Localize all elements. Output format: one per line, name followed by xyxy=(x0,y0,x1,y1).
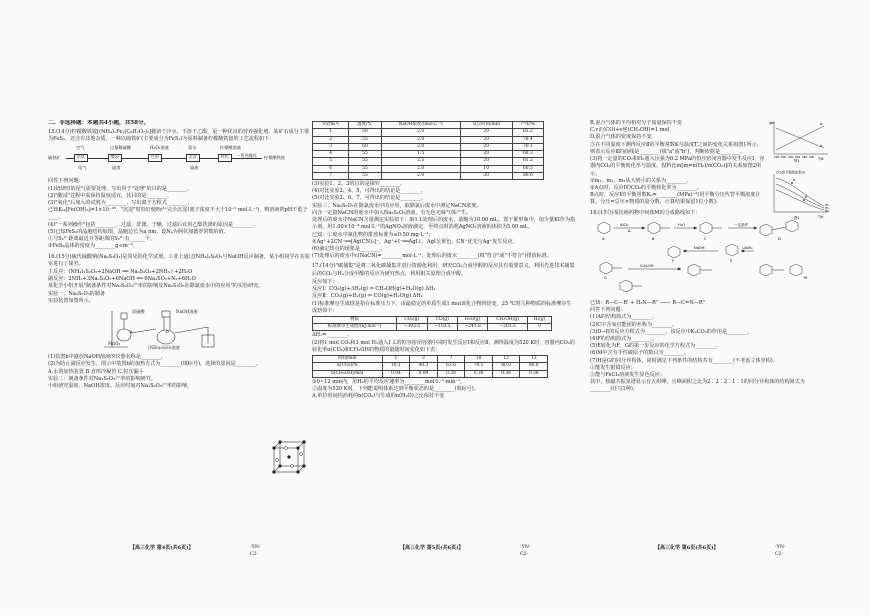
q17b-line-1: C.v正(CO)+v逆(CH₃OH)=1 mol xyxy=(590,127,670,134)
yield-table-cell-6-0: 7 xyxy=(313,172,349,179)
q18-line-2: (2)C中含氧官能团的名称为________。 xyxy=(590,321,678,328)
table-row xyxy=(313,172,544,179)
table-row xyxy=(313,136,544,143)
question-16-stem: 16.(15分)硫代硫酸钠(Na₂S₂O₃)是常见的化学试剂，工业上通过(NH₄)₂S₂O₃与NaOH反应制备，某小组同学在实验室进行了探究。 xyxy=(48,253,310,267)
fig1-label-b: b xyxy=(820,144,823,148)
q18-line-6: (6)M中含有手性碳原子的数目为________。 xyxy=(590,350,690,357)
q15-line-7: ①与S₂²⁻距离最近且等距离的S₂²⁻有______个。 xyxy=(48,236,156,243)
apparatus-label-b: NaOH溶液 xyxy=(176,309,198,315)
table-row xyxy=(313,151,544,158)
t1-line-0: (3)实验1、2、3的目的是探究________。 xyxy=(312,181,406,187)
reagent-alcl3: AlCl₃ xyxy=(620,222,629,227)
yield-table-cell-4-3: 20 xyxy=(460,158,512,165)
yield-table-cell-1-1: 55 xyxy=(349,136,381,143)
fig1-tick-0: 500 xyxy=(774,155,780,159)
fig2-point-a xyxy=(791,182,793,184)
enthalpy-table-cell-0-1: −393.5 xyxy=(397,324,427,331)
conversion-table-cell-0-4: 70.1 xyxy=(465,363,493,370)
table-row xyxy=(313,165,544,172)
yield-table-cell-0-3: 20 xyxy=(460,129,512,136)
yield-table-cell-3-4: 68.3 xyxy=(512,151,543,158)
fig1-tick-3: 560 xyxy=(795,155,801,159)
t1-line-9: (7)处理后的废水中c(NaCN)=________mol·L⁻¹，处理后的废水________(填"符合"或"不符合")排放标准。 xyxy=(312,253,552,260)
enthalpy-table xyxy=(312,316,552,332)
crystal-cell-diagram xyxy=(268,438,308,478)
fig2-title: CO₂的平衡转化率/% xyxy=(776,170,806,175)
footer-page-4 xyxy=(130,545,261,557)
table-row xyxy=(313,370,548,377)
yield-table-header-4: 产率/% xyxy=(512,122,543,129)
apparatus-label-a: 浓硫酸 xyxy=(132,309,145,315)
fig2-point-b xyxy=(803,199,805,201)
q17-mid-0: ΔH₁=________。 xyxy=(312,332,352,339)
footer-page-5 xyxy=(400,545,531,557)
enthalpy-table-header-1: CO₂(g) xyxy=(397,316,427,323)
q18-line-1: (1)A的结构简式为________。 xyxy=(590,314,657,321)
yield-table-cell-5-3: 10 xyxy=(460,165,512,172)
enthalpy-table-cell-0-5: 0 xyxy=(527,324,551,331)
conversion-table-header-5: 12 xyxy=(492,356,520,363)
apparatus-label-flask-b: b xyxy=(166,329,169,335)
enthalpy-table-header-row xyxy=(313,316,552,323)
q16-after-2: A.水浴加热装置 B.直形冷凝管 C.恒压漏斗 xyxy=(48,368,144,375)
footer-page-6 xyxy=(655,545,786,557)
yield-table-cell-1-4: 78.4 xyxy=(512,136,543,143)
t1-line-5: 处理后的废水中NaCN含量测定实验如下：取1 L处理后的废水，浓缩为10.00 mL，置于锥形瓶中，加少量KI作为指示剂，用1.00×10⁻⁴ mol·L⁻¹的AgNO₃溶液滴定，至终点时消耗AgNO₃溶液的体积为5.00 mL。 xyxy=(312,217,576,231)
fig1-tick-2: 540 xyxy=(788,155,794,159)
q17-line-3: (1)标准摩尔生成焓是指在标准压力下，由最稳定的单质生成1 mol该化合物的焓变，25 ℃时几种物质的标准摩尔生成焓如下： xyxy=(312,300,572,314)
question-15-stem: 15.(14分)柠檬酸铁铵[(NH₄)ₓFeᵧ(C₆H₅O₇)ₓ]微溶于冷水，不溶于乙醇，是一种优良的营养强化剂。某矿石成分主要为FeS₂，还含有其他杂质，一种以硫铁矿(主要成分为FeS₂)为原料制备柠檬酸铁铵的工艺流程如下： xyxy=(48,128,310,143)
t1-line-6: 已知：①废水中氰化物的排放标准为≤0.50 mg·L⁻¹； xyxy=(312,231,434,238)
enthalpy-table-header-3: H₂O(g) xyxy=(457,316,487,323)
conversion-table-cell-0-1: 10.1 xyxy=(382,363,410,370)
fig2-caption: 图2 xyxy=(794,216,800,220)
q17-line-0: 反应如下： xyxy=(312,278,338,285)
fig1-tick-5: 600 xyxy=(809,155,815,159)
footer-page-4-text: 【高三化学 第4页(共6页)】 xyxy=(130,545,194,551)
t1-line-4: 向含一定量NaCN的废水中加入Na₂S₂O₃溶液，有无色无味气体产生。 xyxy=(312,209,472,216)
footer-page-4-code: ·YN-C2· xyxy=(250,545,261,557)
q18-line-0: 回答下列问题： xyxy=(590,307,626,314)
yield-table-cell-6-4: 80.6 xyxy=(512,172,543,179)
q18-given: 已知：R—C—R' + H₂N—R'' ──→ R—C=N—R'' xyxy=(590,299,706,306)
q18-line-8: ①能发生银镜反应； xyxy=(590,364,636,371)
yield-table-cell-5-2: 2.0 xyxy=(381,165,460,172)
question-17-stem: 17.(14分)"碳捕集"是将二氧化碳捕集并进行资源化利用，研究CO₂合成甲醇的反应具有重要意义。利用先进技术捕集后的CO₂与H₂合成甲醇的反应为研究热点，利用相关原理合成甲醇。 xyxy=(312,263,575,277)
conversion-table-cell-0-2: 40.3 xyxy=(410,363,438,370)
flow-node-reduce: 还原 xyxy=(148,154,162,162)
flow-input-ammonia: 氨水 xyxy=(188,145,197,151)
table-row xyxy=(313,158,544,165)
compound-label-m: M xyxy=(804,275,808,280)
fig1-tick-4: 580 xyxy=(802,155,808,159)
yield-table-cell-0-2: 2.0 xyxy=(381,129,460,136)
yield-table-cell-6-1: 55 xyxy=(349,172,381,179)
q18-line-3: (3)D→E的反应方程式为________，该反应中K₂CO₃的作用是________。 xyxy=(590,328,753,335)
q16-after-3: 实验二：制备条件对Na₂S₂O₃产率的影响研究。 xyxy=(48,375,156,382)
fig2-xlabel: T/K xyxy=(818,215,824,219)
fig2-curve-m2 xyxy=(776,184,824,208)
footer-page-6-text: 【高三化学 第6页(共6页)】 xyxy=(655,545,719,551)
conversion-table-cell-1-4: 0.30 xyxy=(465,370,493,377)
reagent-lialh4: LiAlH₄ xyxy=(742,245,753,250)
fig1-tick-1: 520 xyxy=(781,155,787,159)
q17b-line-5: ①m₁、m₂、m₃从大到小的关系为________。 xyxy=(590,177,692,184)
q15-line-6: (5)已知FeS₂的晶胞结构如图，晶胞边长为a nm，设Nₐ为阿伏加德罗常数的值。 xyxy=(48,228,229,235)
conversion-table xyxy=(312,355,548,378)
q15-line-2: (2)"酸浸"过程中需保持温度适宜，其目的是________。 xyxy=(48,192,172,199)
q15-line-5: (4)"一系列操作"包括________、过滤、洗涤、干燥，过滤后宜用乙醇洗涤的原因是________。 xyxy=(48,221,259,228)
yield-table-cell-2-1: 60 xyxy=(349,143,381,150)
q17b-line-7: B点时，反应Ⅰ的平衡常数Kₚ=________(MPa)⁻²(用平衡分压代替平衡浓度计算，分压=总压×物质的量分数，计算结果保留1位小数)。 xyxy=(590,192,761,206)
compound-label-e: E xyxy=(730,258,733,263)
flow-output-gas: 尾气 xyxy=(78,165,87,171)
conversion-table-header-6: 13 xyxy=(520,356,548,363)
conversion-table-cell-0-5: 80.0 xyxy=(492,363,520,370)
yield-table-header-0: 实验编号 xyxy=(313,122,349,129)
yield-table-cell-3-2: 1.5 xyxy=(381,151,460,158)
reagent-naoh: NaOH xyxy=(694,245,705,250)
q17b-line-2: D.混合气体的密度保持不变 xyxy=(590,134,652,141)
conversion-table-header-0: 时间/min xyxy=(313,356,383,363)
yield-table-header-1: 温度/℃ xyxy=(349,122,381,129)
question-18-stem: 18.(15分)某抗癌药物中间体M的合成路线如下： xyxy=(590,209,701,216)
table-row xyxy=(313,363,548,370)
apparatus-label-mno2: MnO₂ xyxy=(108,341,121,347)
yield-table-cell-0-0: 1 xyxy=(313,129,349,136)
t1-line-7: ②Ag⁺+2CN⁻══[Ag(CN)₂]⁻，Ag⁺+I⁻══AgI↓，AgI呈黄色，CN⁻优先与Ag⁺发生反应。 xyxy=(312,238,518,245)
flow-node-leach: 酸浸 xyxy=(108,154,122,162)
column-page-4 xyxy=(48,120,312,530)
yield-table-cell-1-2: 2.0 xyxy=(381,136,460,143)
q18-line-9: ②能与FeCl₃溶液发生显色反应； xyxy=(590,372,665,379)
q17b-line-0: B.混合气体的平均相对分子质量保持不变 xyxy=(590,120,682,126)
synthesis-route-diagram xyxy=(590,219,830,297)
process-flow-diagram xyxy=(48,145,312,175)
t1-line-2: (5)对比实验2、6、7，可得出的结论是________。 xyxy=(312,195,426,202)
conversion-table-cell-1-6: 0.36 xyxy=(520,370,548,377)
enthalpy-table-cell-0-3: −241.8 xyxy=(457,324,487,331)
q17b-line-3: ③在不同温度下测得反应Ⅱ的平衡常数K与温度T之间的变化关系如图1所示。则表示反应Ⅱ的曲线是________(填"a"或"b")，判断依据是________。 xyxy=(590,141,762,155)
flow-node-product: 柠檬酸铁铵 xyxy=(264,155,285,161)
q17b-line-4: (3)将一定量的CO₂和H₂通入压强为0.2 MPa的恒压密闭容器中发生反应Ⅰ，容器内CO₂的平衡转化率与温度、投料比m[m=n(H₂)/n(CO₂)]的关系如图2所示。 xyxy=(590,156,765,177)
fig2-label-b: B xyxy=(805,195,808,199)
footer-page-5-text: 【高三化学 第5页(共6页)】 xyxy=(400,545,464,551)
t1-line-8: (6)滴定终点的现象是________。 xyxy=(312,245,386,252)
fig1-curve-b xyxy=(776,128,824,148)
conversion-table-cell-1-5: 0.36 xyxy=(492,370,520,377)
q16-after-4: 小组研究温度、NaOH浓度、反应时间对Na₂S₂O₃产率的影响， xyxy=(48,382,193,389)
q16-line-3: 实验一：Na₂S₂O₃的制备 xyxy=(48,290,105,297)
enthalpy-table-header-0: 物质 xyxy=(313,316,397,323)
apparatus-label-c: (NH₄)₂S₂O₃溶液 xyxy=(148,345,180,351)
table-row xyxy=(313,129,544,136)
fig2-curve-m1 xyxy=(776,178,824,206)
conversion-table-cell-1-3: 0.28 xyxy=(437,370,465,377)
yield-table-cell-5-1: 55 xyxy=(349,165,381,172)
flow-input-citric: 柠檬酸溶液 xyxy=(220,145,241,151)
reagent-heat: Δ xyxy=(628,228,631,233)
flow-node-ore: 硫铁矿 xyxy=(48,155,61,161)
yield-table-cell-4-2: 2.5 xyxy=(381,158,460,165)
enthalpy-table-cell-0-4: −201.5 xyxy=(488,324,528,331)
yield-table-cell-2-3: 20 xyxy=(460,143,512,150)
conversion-table-cell-0-0: α(CO₂)/% xyxy=(313,363,383,370)
q17-end-2: A.单位时间内消耗的n(CO₂)与生成的n(H₂O)之比保持不变 xyxy=(312,393,445,400)
yield-table-header-3: 反应时间/min xyxy=(460,122,512,129)
fig2-curve-m3 xyxy=(776,190,824,210)
yield-table-cell-3-1: 55 xyxy=(349,151,381,158)
column-page-6 xyxy=(590,120,830,530)
enthalpy-table-cell-0-0: 标准摩尔生成焓/(kJ·mol⁻¹) xyxy=(313,324,397,331)
flow-output-filtrate: 滤液 xyxy=(190,165,199,171)
compound-label-f: F xyxy=(672,258,675,263)
flow-node-convert: 转化 xyxy=(218,154,232,162)
t1-line-1: (4)对比实验2、4、5，可得出的结论是________。 xyxy=(312,188,426,195)
q16-line-1: 副反应：2NH₃+3Na₂S₂O₃+6NaOH ══ 6Na₂SO₃+N₂+6H₂O xyxy=(48,276,196,283)
q15-line-1: (1)焙烧时的尾气需要处理，写出用于"处理"的目的是________。 xyxy=(48,185,193,192)
footer-page-6-code: ·YN-C2· xyxy=(775,545,786,557)
q15-line-4: 已知Kₛₚ[Fe(OH)₃]=1×10⁻³⁸，"沉淀"时恰好使Fe³⁺完全沉淀(离子浓度不大于10⁻⁵ mol·L⁻¹)，则溶液的pH不低于____。 xyxy=(48,207,308,221)
flow-output-residue: 滤渣 xyxy=(112,165,121,171)
yield-table-cell-3-0: 4 xyxy=(313,151,349,158)
q15-line-8: ②FeS₂晶体的密度为________g·cm⁻³。 xyxy=(48,243,138,250)
q16-line-2: 某化学小组开展"制备条件对Na₂S₂O₃产率的影响及Na₂S₂O₃在除氯废水中的应用"的实验研究。 xyxy=(48,283,264,290)
q17-mid-1: (2)将1 mol CO₂和3 mol H₂通入1 L的恒容密闭容器中同时发生反应Ⅰ和反应Ⅱ，测得温度为520 K时，容器内CO₂的转化率α(CO₂)和CH₃OH的物质的量随时间变化如下表： xyxy=(312,339,575,353)
flow-node-precipitate: 沉淀 xyxy=(186,154,200,162)
yield-table-cell-4-1: 55 xyxy=(349,158,381,165)
section-title: 二、非选择题：本题共4小题，共58分。 xyxy=(48,120,150,126)
compound-label-b: B xyxy=(652,236,655,241)
fig2-label-m3: m₃ xyxy=(825,209,830,213)
figure-1-plot xyxy=(768,120,830,162)
yield-table-cell-6-2: 2.0 xyxy=(381,172,460,179)
synthesis-structures xyxy=(590,219,826,297)
flow-input-h2o2: H₂O₂溶液 xyxy=(150,145,169,151)
t1-line-3: 实验三：Na₂S₂O₃在除氯废水中的应用，取除氯后废水中测定NaCN浓度。 xyxy=(312,202,482,209)
lab-apparatus-diagram xyxy=(48,307,312,351)
yield-table-cell-2-2: 2.0 xyxy=(381,143,460,150)
q17-end-1: ②温度为520 K时，下列能说明体系达到平衡状态的是________(填标号)。 xyxy=(312,386,479,393)
table-row xyxy=(313,143,544,150)
q16-line-0: 主反应：(NH₄)₂S₂O₃+2NaOH ══ Na₂S₂O₃+2NH₃↑+2H₂O xyxy=(48,269,193,275)
compound-label-d: D xyxy=(778,236,781,241)
fig1-caption: 图1 xyxy=(794,159,800,162)
reagent-water: H₂O xyxy=(678,222,685,227)
flow-input-acid: 过量稀硫酸 xyxy=(110,145,131,151)
conversion-table-cell-1-1: 0.04 xyxy=(382,370,410,377)
flow-input-air: 空气 xyxy=(76,145,85,151)
compound-label-c: C xyxy=(704,236,707,241)
reagent-phenol: C₆H₅OH xyxy=(640,263,654,268)
q18-line-7: (7)H是G的同分异构体，同时满足下列条件的结构共有________(不考虑立体异构)。 xyxy=(590,357,778,364)
q17-end-0: ①0~12 min内，用H₂的平均反应速率为________mol·L⁻¹·min⁻¹。 xyxy=(312,378,466,385)
q17b-line-6: ②A点时，反应Ⅰ的CO₂的平衡转化率为________。 xyxy=(590,184,703,191)
yield-table-cell-5-4: 60.5 xyxy=(512,165,543,172)
conversion-table-cell-1-2: 0.09 xyxy=(410,370,438,377)
enthalpy-table-header-5: H₂(g) xyxy=(527,316,551,323)
conversion-table-cell-1-0: n(CH₃OH)/mol xyxy=(313,370,383,377)
yield-table-cell-5-0: 6 xyxy=(313,165,349,172)
conversion-table-cell-0-6: 80.0 xyxy=(520,363,548,370)
yield-table-cell-4-0: 5 xyxy=(313,158,349,165)
q17-line-2: 反应Ⅱ：CO₂(g)+H₂(g) ⇌ CO(g)+H₂O(g) ΔH₂ xyxy=(312,293,423,300)
apparatus-label-flask-a: a xyxy=(130,329,133,335)
conversion-table-header-4: 10 xyxy=(465,356,493,363)
yield-table xyxy=(312,121,544,180)
fig1-title: lgK xyxy=(769,121,775,125)
enthalpy-table-header-2: CO(g) xyxy=(427,316,457,323)
figure-2-plot xyxy=(768,170,830,220)
fig1-xlabel: T/K xyxy=(818,157,824,161)
enthalpy-table-header-4: CH₃OH(g) xyxy=(488,316,528,323)
yield-table-cell-0-1: 50 xyxy=(349,129,381,136)
yield-table-header-2: NaOH浓度/(mol·L⁻¹) xyxy=(381,122,460,129)
conversion-table-header-1: 1 xyxy=(382,356,410,363)
table-row xyxy=(313,324,552,331)
yield-table-cell-3-3: 20 xyxy=(460,151,512,158)
yield-table-header-row xyxy=(313,122,544,129)
q15-line-3: (3)"氧化"后加入的试剂为________，写出离子方程式________。 xyxy=(48,200,193,207)
compound-label-g: G xyxy=(604,275,607,280)
q16-line-4: 实验装置如图所示。 xyxy=(48,297,94,304)
yield-table-cell-0-4: 65.2 xyxy=(512,129,543,136)
yield-table-cell-2-0: 3 xyxy=(313,143,349,150)
q17-line-1: 反应Ⅰ：CO₂(g)+3H₂(g) ⇌ CH₃OH(g)+H₂O(g) ΔH₁ xyxy=(312,286,436,293)
conversion-table-cell-0-3: 63.6 xyxy=(437,363,465,370)
flow-node-roast: 焙烧 xyxy=(74,154,88,162)
fig1-label-a: a xyxy=(820,122,823,126)
conversion-table-header-row xyxy=(313,356,548,363)
yield-table-cell-1-0: 2 xyxy=(313,136,349,143)
yield-table-cell-6-3: 30 xyxy=(460,172,512,179)
compound-label-a: A xyxy=(602,236,605,241)
conversion-table-header-2: 3 xyxy=(410,356,438,363)
q16-after-1: (2)为防止副反应发生，图示中装置b的加热方式为________(填标号)，选择的原因是________。 xyxy=(48,361,262,368)
enthalpy-table-cell-0-2: −110.5 xyxy=(427,324,457,331)
flow-step-series: 一系列操作 xyxy=(236,153,257,159)
fig2-label-a: A xyxy=(793,178,796,182)
column-page-5 xyxy=(312,120,576,530)
fig2-label-m1: m₁ xyxy=(825,203,830,207)
yield-table-cell-4-4: 81.2 xyxy=(512,158,543,165)
q15-line-0: 回答下列问题： xyxy=(48,178,84,185)
fig2-label-m2: m₂ xyxy=(825,206,830,210)
footer-page-5-code: ·YN-C2· xyxy=(520,545,531,557)
yield-table-cell-1-3: 20 xyxy=(460,136,512,143)
yield-table-cell-2-4: 70.1 xyxy=(512,143,543,150)
q18-line-10: 其中，核磁共振氢谱显示有五组峰，且峰面积之比为2∶2∶2∶1∶1的同分异构体的结构简式为________(任写1种)。 xyxy=(590,379,805,393)
q16-after-0: (1)装置b中盛放NaOH溶液的仪器名称是________。 xyxy=(48,354,167,361)
q18-line-5: (5)E转化为F、G的第一步反应的化学方程式为________。 xyxy=(590,343,721,350)
q18-line-4: (4)F的结构简式为________。 xyxy=(590,335,657,342)
reagent-condition: 一定条件 xyxy=(734,222,749,227)
conversion-table-header-3: 7 xyxy=(437,356,465,363)
